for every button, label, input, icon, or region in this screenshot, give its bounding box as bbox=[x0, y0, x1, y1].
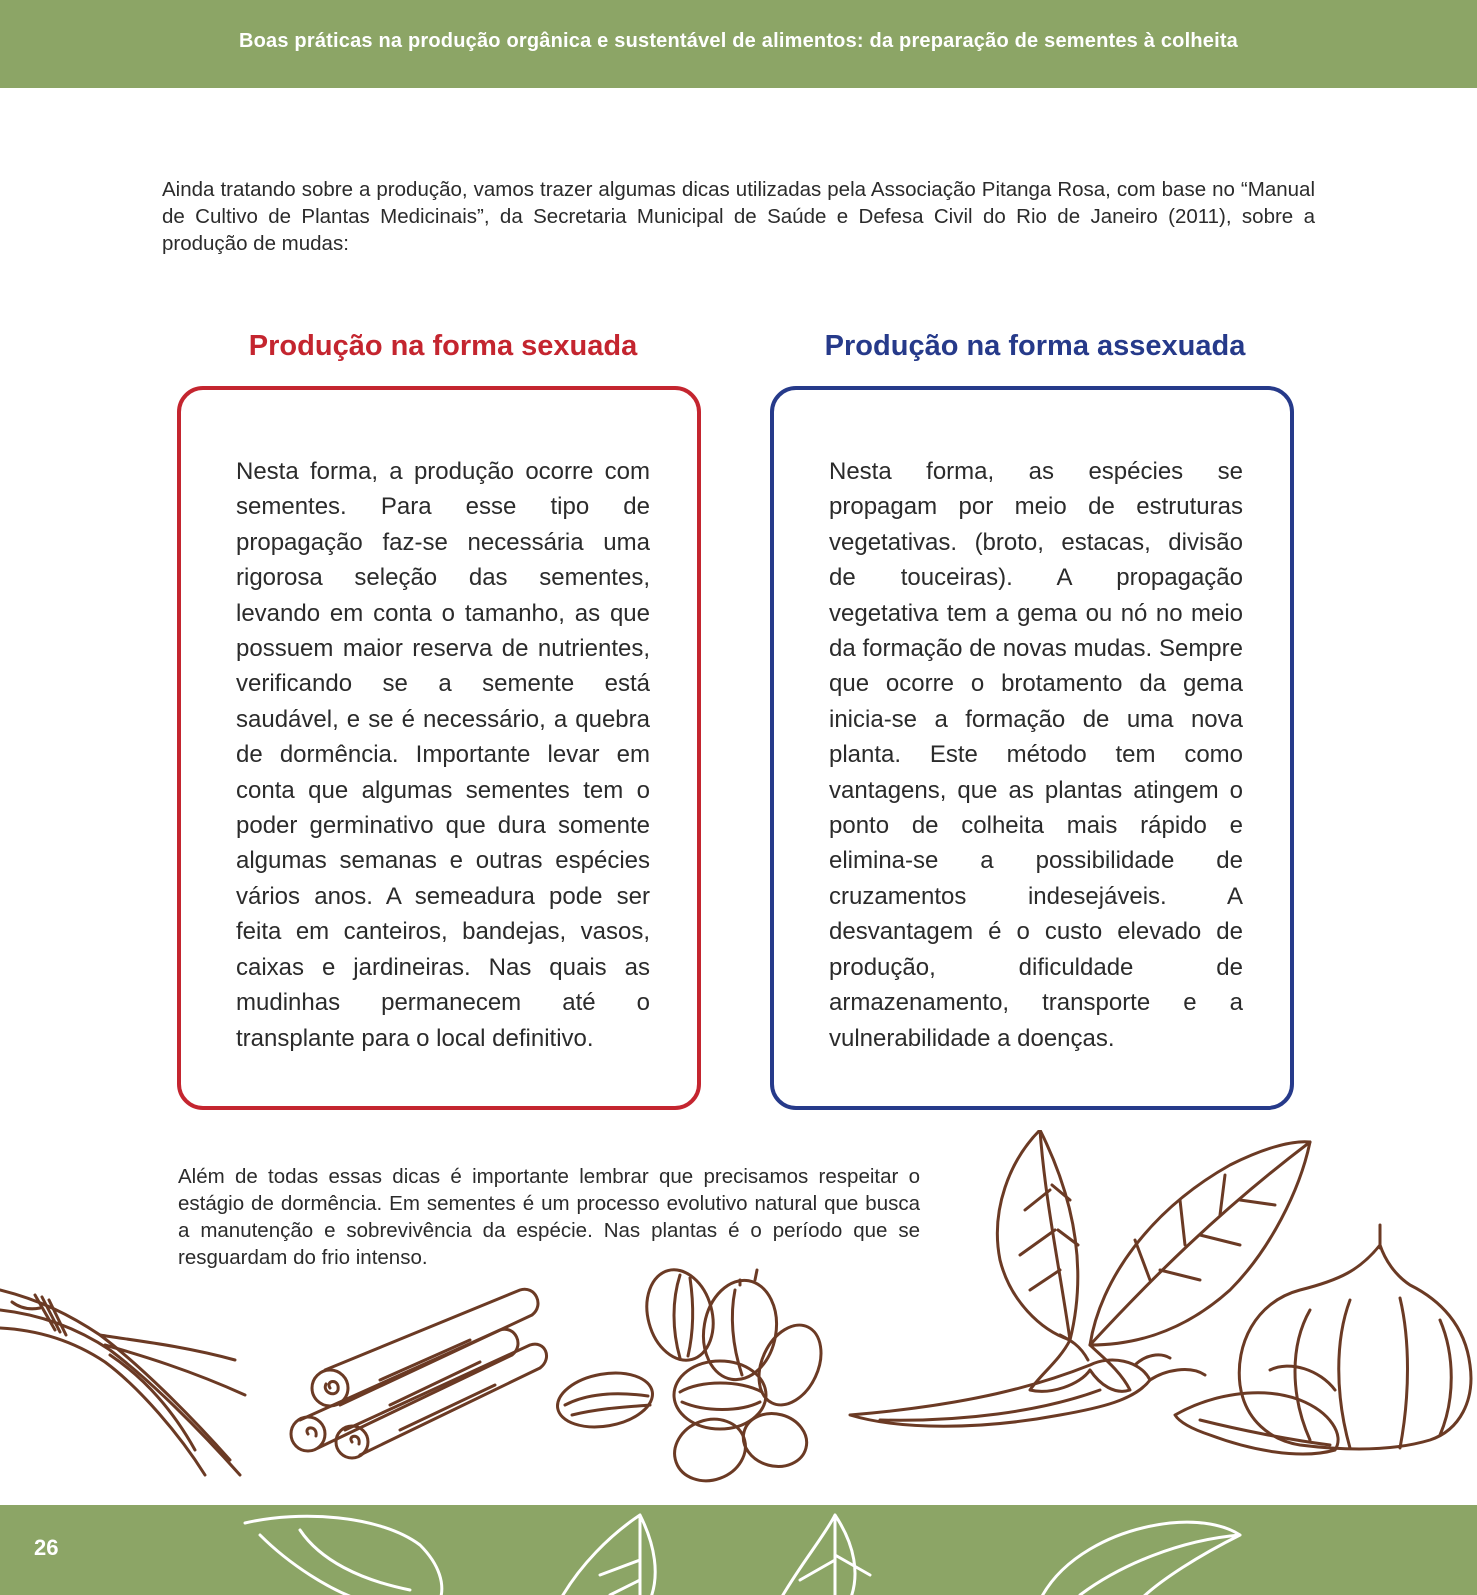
assexuada-heading: Produção na forma assexuada bbox=[824, 330, 1246, 362]
footer-leaf-decoration bbox=[0, 1505, 1477, 1595]
leaf-icon bbox=[780, 1515, 870, 1595]
cardamom-pods-icon bbox=[553, 1262, 833, 1490]
running-title: Boas práticas na produção orgânica e sustentável de alimentos: da preparação de sementes à colheita bbox=[238, 30, 1239, 52]
basil-leaves-icon bbox=[997, 1130, 1310, 1391]
herb-bundle-icon bbox=[0, 1290, 245, 1475]
page-number: 26 bbox=[34, 1535, 59, 1560]
leaf-icon bbox=[245, 1516, 442, 1595]
header-band bbox=[0, 0, 1477, 88]
garlic-icon bbox=[1175, 1225, 1471, 1454]
leaf-icon bbox=[1040, 1522, 1240, 1595]
sexuada-box bbox=[177, 386, 701, 1110]
chili-pepper-icon bbox=[850, 1355, 1205, 1426]
leaf-icon bbox=[560, 1515, 655, 1595]
closing-paragraph: Além de todas essas dicas é importante lembrar que precisamos respeitar o estágio de dormência. Em sementes é um processo evolutivo natural que busca a manutenção e sobrevivência da espécie. Nas plantas é o período que se resguardam do frio intenso. bbox=[178, 1165, 920, 1269]
cinnamon-sticks-icon bbox=[291, 1289, 547, 1458]
sexuada-heading: Produção na forma sexuada bbox=[248, 330, 638, 362]
intro-paragraph: Ainda tratando sobre a produção, vamos trazer algumas dicas utilizadas pela Associação Pitanga Rosa, com base no “Manual de Cultivo de Plantas Medicinais”, da Secretaria Municipal de Saúde e Defesa Civil do Rio de Janeiro (2011), sobre a produção de mudas: bbox=[162, 178, 1315, 255]
spice-illustrations bbox=[0, 1130, 1477, 1495]
assexuada-text: Nesta forma, as espécies se propagam por meio de estruturas vegetativas. (broto, estacas, divisão de touceiras). A propagação vegetativa tem a gema ou nó no meio da formação de novas mudas. Sempre que ocorre o brotamento da gema inicia-se a formação de uma nova planta. Este método tem como vantagens, que as plantas atingem o ponto de colheita mais rápido e elimina-se a possibilidade de cruzamentos indesejáveis. A desvantagem é o custo elevado de produção, dificuldade de armazenamento, transporte e a vulnerabilidade a doenças. bbox=[829, 458, 1243, 1052]
footer-band bbox=[0, 1505, 1477, 1595]
sexuada-text: Nesta forma, a produção ocorre com sementes. Para esse tipo de propagação faz-se necessária uma rigorosa seleção das sementes, levando em conta o tamanho, as que possuem maior reserva de nutrientes, verificando se a semente está saudável, e se é necessário, a quebra de dormência. Importante levar em conta que algumas sementes tem o poder germinativo que dura somente algumas semanas e outras espécies vários anos. A semeadura pode ser feita em canteiros, bandejas, vasos, caixas e jardineiras. Nas quais as mudinhas permanecem até o transplante para o local definitivo. bbox=[236, 458, 650, 1052]
assexuada-box bbox=[770, 386, 1294, 1110]
